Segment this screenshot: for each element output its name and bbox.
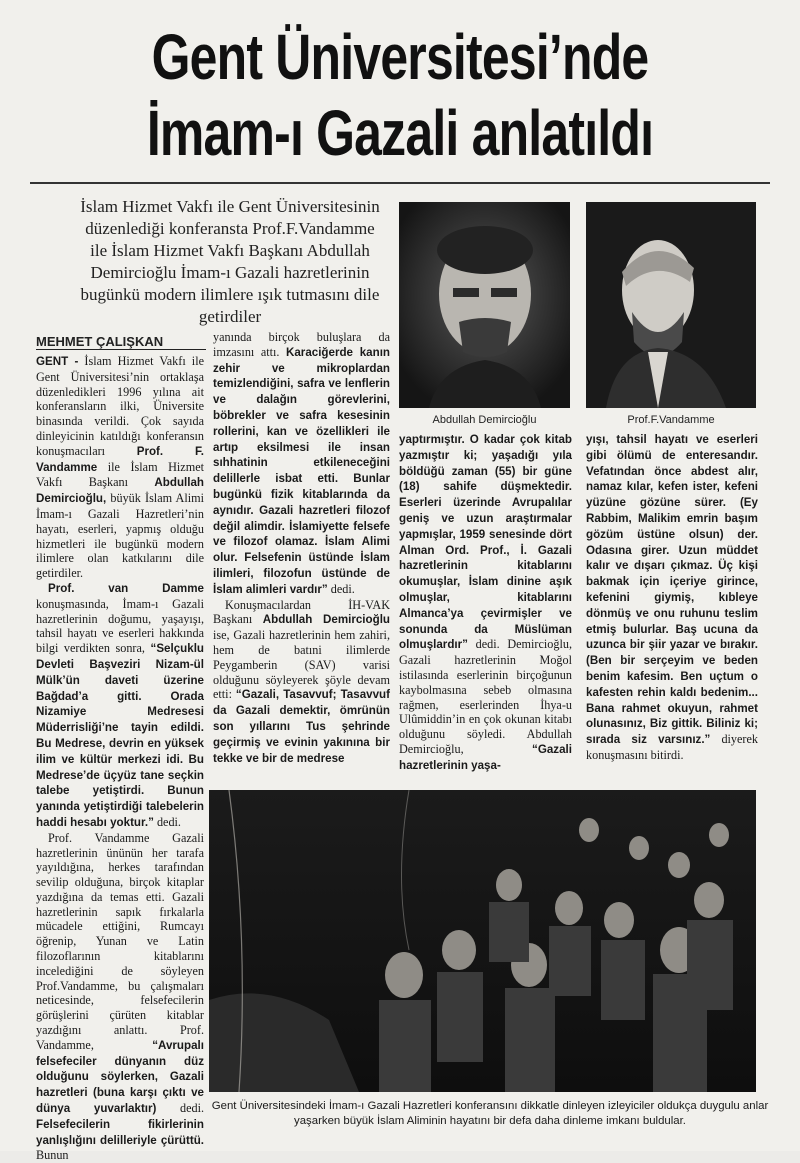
audience-illustration bbox=[209, 790, 756, 1092]
quote: yaptırmıştır. O kadar çok kitab yazmıştır ki; yaşadığı yıla böldüğü zaman (55) bir güne (18) sahife düşmektedir. Eserleri üzerinde Avrupalılar geniş ve uzun araştırmalar yapmışlar, 1959 senesinde dört Alman Ord. Prof., İ. Gazali hazretlerinin kitablarını okumuşlar, İslam dinine aşık olmuşlar, kitablarını Almanca’ya çevirmişler ve sonunda da Müslüman olmuşlardır” bbox=[399, 433, 572, 652]
quote: “Selçuklu Devleti Başveziri Nizam-ül Mülk’ün daveti üzerine Bağdad’a gitti. Orada Nizamiye Medresesi Müderrisliği’ne tayin edildi. Bu Medrese, devrin en yüksek ilim ve kültür merkezi idi. Bu Medrese’de üçyüz tane seçkin talebe yetiştirdi. Bunun yanında yetiştirdiği talebelerin haddi hesabı yoktur.” bbox=[36, 642, 204, 829]
photo-abdullah-demircioglu bbox=[399, 202, 570, 408]
article-column-2 bbox=[213, 330, 390, 783]
text-run: dedi. bbox=[156, 1101, 205, 1116]
text-run: İslam Hizmet Vakfı ile Gent Üniversitesi’nin ortaklaşa düzenledikleri 1996 yılına ait konferansların ilki, Üniversite binasında verildi. Çok sayıda dinleyicinin katıldığı konferansın konuşmacıları bbox=[36, 354, 204, 458]
article-column-3 bbox=[399, 432, 572, 784]
quote: “Gazali, Tasavvuf; Tasavvuf da Gazali demektir, ömrünün son yıllarını Tus şehrinde geçirmiş ve evinin yakınına bir tekke ve bir de medrese bbox=[213, 688, 390, 765]
photo-conference-audience bbox=[209, 790, 756, 1092]
text-run: Prof. Vandamme Gazali hazretlerinin ününün her tarafa yayıldığına, herkes tarafından sevilip olduğuna, birçok kitaplar yazdığına da temas etti. Gazali hazretlerinin sapık fırkalarla mücadele ettiğini, Rumcayı öğrenip, Yunan ve Latin filozoflarının kitablarını incelediğini de söyleyen Prof.Vandamme, bu çalışmaları neticesinde, felsefecilerin görüşlerini çürüten kitablar yazdığını anlattı. Prof. Vandamme, bbox=[36, 830, 204, 1052]
speaker-name: Prof. F. Vandamme bbox=[36, 444, 204, 474]
text-run: büyük İslam Alimi İmam-ı Gazali Hazretleri’nin hayatı, eserleri, yapmış olduğu hizmetleri ile bugünkü modern ilimlere olan katkılarını dile getirdiler. bbox=[36, 491, 204, 581]
quote: Felsefecilerin fikirlerinin yanlışlığını delilleriyle çürüttü. bbox=[36, 1117, 204, 1147]
quote: “Gazali hazretlerinin yaşa- bbox=[399, 742, 572, 772]
quote: yışı, tahsil hayatı ve eserleri gibi ölümü de enteresandır. Vefatından önce abdest alır, namaz kılar, kefen ister, kefeni yüzüne gözüne sürer. (Ey Rabbim, Malikim emrin başım gözüm üstüne olsun) der. Odasına girer. Uzun müddet kalır ve dışarı çıkmaz. Üç kişi bakmak için içeriye girince, kefenini giymiş, kıbleye dönmüş ve onu ruhunu teslim etmiş bulurlar. Baş ucuna da uzunca bir şiir yazar ve bırakır. (Ben bir serçeyim ve beden benim kafesim. Ben uçtum o kafesten rehin kaldı bedenim... Bana rahmet okuyun, rahmet olunasınız, Biz gittik. Biliniz ki; sırada siz varsınız.” bbox=[586, 433, 758, 747]
dateline: GENT - bbox=[36, 355, 79, 368]
caption-abdullah-demircioglu: Abdullah Demircioğlu bbox=[432, 414, 537, 426]
text-run: Konuşmacılardan İH-VAK Başkanı bbox=[213, 597, 390, 627]
quote: Karaciğerde kanın zehir ve mikroplardan temizlendiğini, safra ve lenflerin ve dalağın görevlerini, böbrekler ve safra kesesinin rollerini, kan ve özellikleri ile artıp eksilmesi ile insan sıhhatinin etkileneceğini delillerle isbat etti. Bunlar bugünkü fizik kitablarında da aynıdır. Gazali hazretleri filozof değil alimdir. İslamiyette felsefe ve filozof olamaz. İslam Alimi olur. Felsefenin üstünde İslam ilimleri, filozofun üstünde de İslam alimleri vardır” bbox=[213, 345, 390, 596]
text-run: yanında birçok buluşlara da imzasını attı. bbox=[213, 330, 390, 359]
text-run: diyerek konuşmasını bitirdi. bbox=[586, 732, 758, 762]
photo-prof-vandamme bbox=[586, 202, 756, 408]
article-column-4 bbox=[586, 432, 758, 784]
headline-rule bbox=[30, 182, 770, 184]
text-run: Bunun bbox=[36, 1148, 69, 1163]
byline: MEHMET ÇALIŞKAN bbox=[36, 334, 206, 350]
audience-photo-caption: Gent Üniversitesindeki İmam-ı Gazali Hazretleri konferansını dikkatle dinleyen izleyiciler oldukça duygulu anlar yaşarken büyük İslam Aliminin hayatını bir defa daha dinleme imkanı buldular. bbox=[211, 1100, 769, 1127]
speaker-name: Abdullah Demircioğlu bbox=[262, 613, 390, 627]
article-column-1 bbox=[36, 354, 205, 1163]
text-run: dedi. bbox=[153, 814, 181, 829]
headline-line-1: Gent Üniversitesi’nde bbox=[151, 21, 649, 93]
portrait-illustration bbox=[586, 202, 756, 408]
text-run: ile İslam Hizmet Vakfı Başkanı bbox=[36, 459, 204, 490]
speaker-name: Abdullah Demircioğlu, bbox=[36, 476, 204, 506]
deck-subheadline: İslam Hizmet Vakfı ile Gent Üniversitesinin düzenlediği konferansta Prof.F.Vandamme ile İslam Hizmet Vakfı Başkanı Abdullah Demircioğlu İmam-ı Gazali hazretlerinin bugünkü modern ilimlere ışık tutmasını dile getirdiler bbox=[80, 197, 380, 326]
caption-prof-vandamme: Prof.F.Vandamme bbox=[627, 414, 715, 426]
text-run: konuşmasında, İmam-ı Gazali hazretlerinin doğumu, yaşayışı, tahsil hayatı ve eserleri hakkında bilgi verdikten sonra, bbox=[36, 596, 204, 656]
text-run: dedi. bbox=[327, 581, 355, 596]
speaker-name: Prof. van Damme bbox=[48, 581, 204, 595]
quote: “Avrupalı felsefeciler dünyanın düz olduğunu söylerken, Gazali hazretleri (buna karşı çıktı ve dünya yuvarlaktır) bbox=[36, 1038, 204, 1116]
portrait-illustration bbox=[399, 202, 570, 408]
headline-line-2: İmam-ı Gazali anlatıldı bbox=[146, 97, 654, 169]
text-run: ise, Gazali hazretlerinin hem zahiri, hem de batıni ilimlerde Peygamberin (SAV) varisi olduğunu söyleyerek şöyle devam etti: bbox=[213, 628, 390, 702]
text-run: dedi. Demircioğlu, Gazali hazretlerinin Moğol istilasında eserlerinin birçoğunun kaybolmasına sebeb olmasına rağmen, eserlerinden İhya-u Ulûmiddin’in en çok okunan kitabı olduğunu söyledi. Abdullah Demircioğlu, bbox=[399, 637, 572, 756]
